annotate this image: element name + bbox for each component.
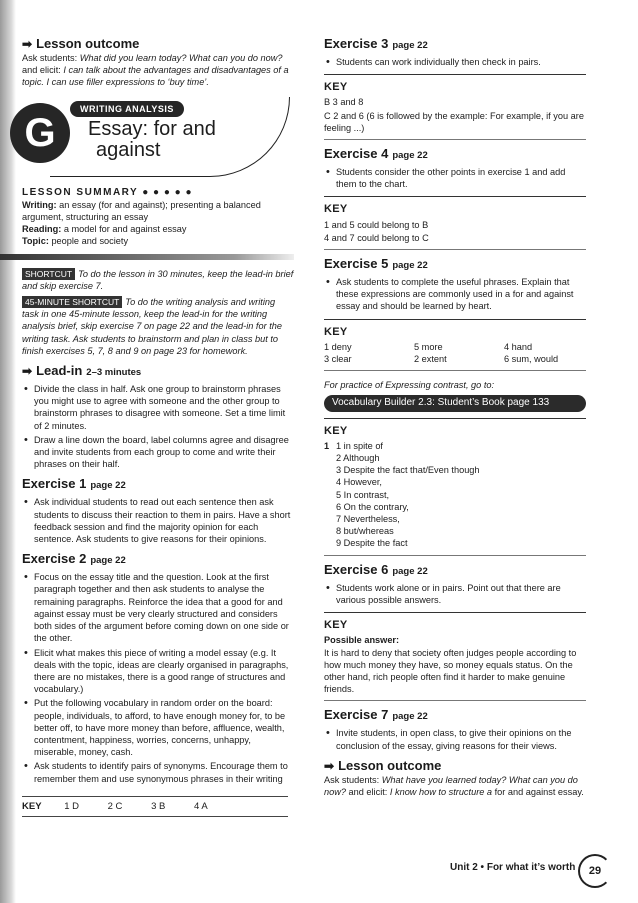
unit-label: Unit 2 • For what it’s worth	[450, 862, 576, 873]
exercise-7-bullet: • Invite students, in open class, to give their opinions on the conclusion of the essay, giving reasons for their views.	[324, 727, 586, 751]
leadin-bullet-1: • Divide the class in half. Ask one group to brainstorm phrases you might use to agree with someone and the other group to brainstorm phrases to disagree with someone. Set a time limit of 2 minutes.	[22, 383, 294, 432]
right-column: Exercise 3 page 22 • Students can work individually then check in pairs. KEY B 3 and 8 C 2 and 6 (6 is followed by the example: For example, if you are feeling ...) Exercise 4 page 22 • Students consider the other points in exercise 1 and add them to the chart. KEY 1 and 5 could belong to B 4 and 7 could belong to C Exercise 5 page 22 • Ask students to complete the useful phrases. Explain that these expressions are commonly used in a for and against essay and should be learned by heart. KEY 1 deny 5 more 4 hand 3 clear 2 extent 6 sum, would For practice of Expressing contrast, go to: Vocabulary Builder 2.3: Student’s Book page 133 KEY 1 1 in spite of 2 Although 3 Despite the fact that/Even though 4 However, 5 In contrast, 6 On the contrary, 7 Nevertheless, 8 but/whereas 9 Despite the fact Exercise 6 page 22 • Students work alone or in pairs. Point out that there are various possible answers. KEY Possible answer: It is hard to deny that society often judges people according to how much money they have, so money equals status. On the other hand, rich people often find it harder to make genuine friends. Exercise 7 page 22 • Invite students, in open class, to give their opinions on the conclusion of the essay, giving reasons for their views. ➡ Lesson outcome Ask students: What have you learned today? What can you do now? and elicit: I know how to structure a for and against essay.	[324, 36, 586, 798]
lesson-summary-title: LESSON SUMMARY ● ● ● ● ●	[22, 186, 193, 198]
shortcut-badge: SHORTCUT	[22, 268, 75, 280]
divider-bar	[0, 254, 294, 260]
summary-topic: Topic: people and society	[22, 236, 129, 247]
leadin-heading: ➡ Lead-in 2–3 minutes	[22, 363, 142, 379]
section-title: Essay: for and against	[88, 117, 216, 161]
key-3-line-1: B 3 and 8	[324, 97, 364, 108]
exercise-5-heading: Exercise 5 page 22	[324, 256, 428, 272]
section-letter-badge: G	[10, 103, 70, 163]
page-number: 29	[578, 854, 612, 888]
key-3-title: KEY	[324, 81, 348, 94]
arrow-icon: ➡	[22, 37, 33, 51]
exercise-4-bullet: • Students consider the other points in exercise 1 and add them to the chart.	[324, 166, 586, 190]
key-5-grid: 1 deny 5 more 4 hand 3 clear 2 extent 6 sum, would	[324, 341, 559, 365]
key-6-answer: It is hard to deny that society often judges people according to how much money they have, so money equals status. On the other hand, rich people often find it harder to make genuine friends.	[324, 647, 577, 695]
exercise-6-bullet: • Students work alone or in pairs. Point out that there are various possible answers.	[324, 582, 586, 606]
summary-reading: Reading: a model for and against essay	[22, 224, 187, 235]
exercise-2-bullet-2: • Elicit what makes this piece of writing a model essay (e.g. It deals with the topic, ideas are clearly organised in paragraphs, there are no mistakes, there is a good range of structures and vocabulary.)	[22, 647, 294, 696]
lesson-outcome-text-2: Ask students: What have you learned today? What can you do now? and elicit: I know how to structure a for and against essay.	[324, 774, 584, 797]
page-footer	[450, 862, 602, 877]
summary-writing: Writing: an essay (for and against); presenting a balanced argument, structuring an essay	[22, 199, 261, 223]
lesson-outcome-heading: ➡ Lesson outcome	[22, 36, 140, 51]
exercise-4-heading: Exercise 4 page 22	[324, 146, 428, 162]
key-vb-title: KEY	[324, 424, 348, 437]
shortcut-45-note: 45-MINUTE SHORTCUT To do the writing analysis and writing task in one 45-minute lesson, keep the lead-in for the writing analysis brief, skip exercise 7 on page 22 and the lead-in for the writing task. Ask students to brainstorm and plan in class but to finish exercises 5, 7, 8 and 9 on page 23 for homework.	[22, 297, 282, 356]
exercise-5-bullet: • Ask students to complete the useful phrases. Explain that these expressions are commonly used in a for and against essay and should be learned by heart.	[324, 276, 586, 313]
exercise-7-heading: Exercise 7 page 22	[324, 707, 428, 723]
exercise-2-key: KEY 1 D 2 C 3 B 4 A	[22, 796, 288, 817]
exercise-3-heading: Exercise 3 page 22	[324, 36, 428, 51]
section-tab: WRITING ANALYSIS	[70, 101, 184, 117]
exercise-2-bullet-4: • Ask students to identify pairs of synonyms. Encourage them to remember them and use synonymous phrases in their writing	[22, 760, 294, 784]
key-6-title: KEY	[324, 619, 348, 632]
lesson-outcome-text: Ask students: What did you learn today? What can you do now? and elicit: I can talk about the advantages and disadvantages of a topic. I can use filler expressions to ‘buy time’.	[22, 53, 289, 88]
vocabulary-builder-banner: Vocabulary Builder 2.3: Student’s Book page 133	[324, 395, 586, 411]
exercise-6-heading: Exercise 6 page 22	[324, 561, 428, 577]
leadin-bullet-2: • Draw a line down the board, label columns agree and disagree and invite students from each group to come and write their phrases on their half.	[22, 434, 294, 471]
exercise-2-bullet-3: • Put the following vocabulary in random order on the board: people, individuals, to afford, to have enough money for, to be better off, to have more money than before, affluence, wealth, contentment, happiness, worries, concerns, unhappy, miserable, money, cash.	[22, 697, 294, 758]
exercise-1-bullet: • Ask individual students to read out each sentence then ask students to discuss their reaction to them in pairs. Have a short feedback session and find the majority opinion for each sentence. Ask students to give reasons for their opinions.	[22, 496, 294, 545]
exercise-2-heading: Exercise 2 page 22	[22, 551, 126, 567]
arrow-icon: ➡	[22, 364, 33, 379]
exercise-3-bullet: • Students can work individually then check in pairs.	[324, 56, 586, 68]
left-column	[22, 36, 294, 785]
arrow-icon: ➡	[324, 758, 335, 773]
practice-note: For practice of Expressing contrast, go to:	[324, 380, 495, 391]
section-banner	[0, 97, 294, 183]
key-4-title: KEY	[324, 203, 348, 216]
shortcut-45-badge: 45-MINUTE SHORTCUT	[22, 296, 122, 308]
exercise-1-heading: Exercise 1 page 22	[22, 476, 126, 492]
shortcut-note: SHORTCUT To do the lesson in 30 minutes, keep the lead-in brief and skip exercise 7.	[22, 268, 294, 291]
key-3-line-2: C 2 and 6 (6 is followed by the example: For example, if you are feeling ...)	[324, 110, 584, 133]
key-5-title: KEY	[324, 325, 348, 338]
exercise-2-bullet-1: • Focus on the essay title and the question. Look at the first paragraph together and then ask students to analyse the remaining paragraphs. Reinforce the idea that a good for and against essay must be very clearly structured and considers both sides of the argument before coming down on one side or the other.	[22, 571, 294, 644]
key-vb-list: 1 1 in spite of 2 Although 3 Despite the fact that/Even though 4 However, 5 In contrast, 6 On the contrary, 7 Nevertheless, 8 but/whereas 9 Despite the fact	[324, 440, 480, 549]
lesson-outcome-heading-2: ➡ Lesson outcome	[324, 757, 442, 773]
